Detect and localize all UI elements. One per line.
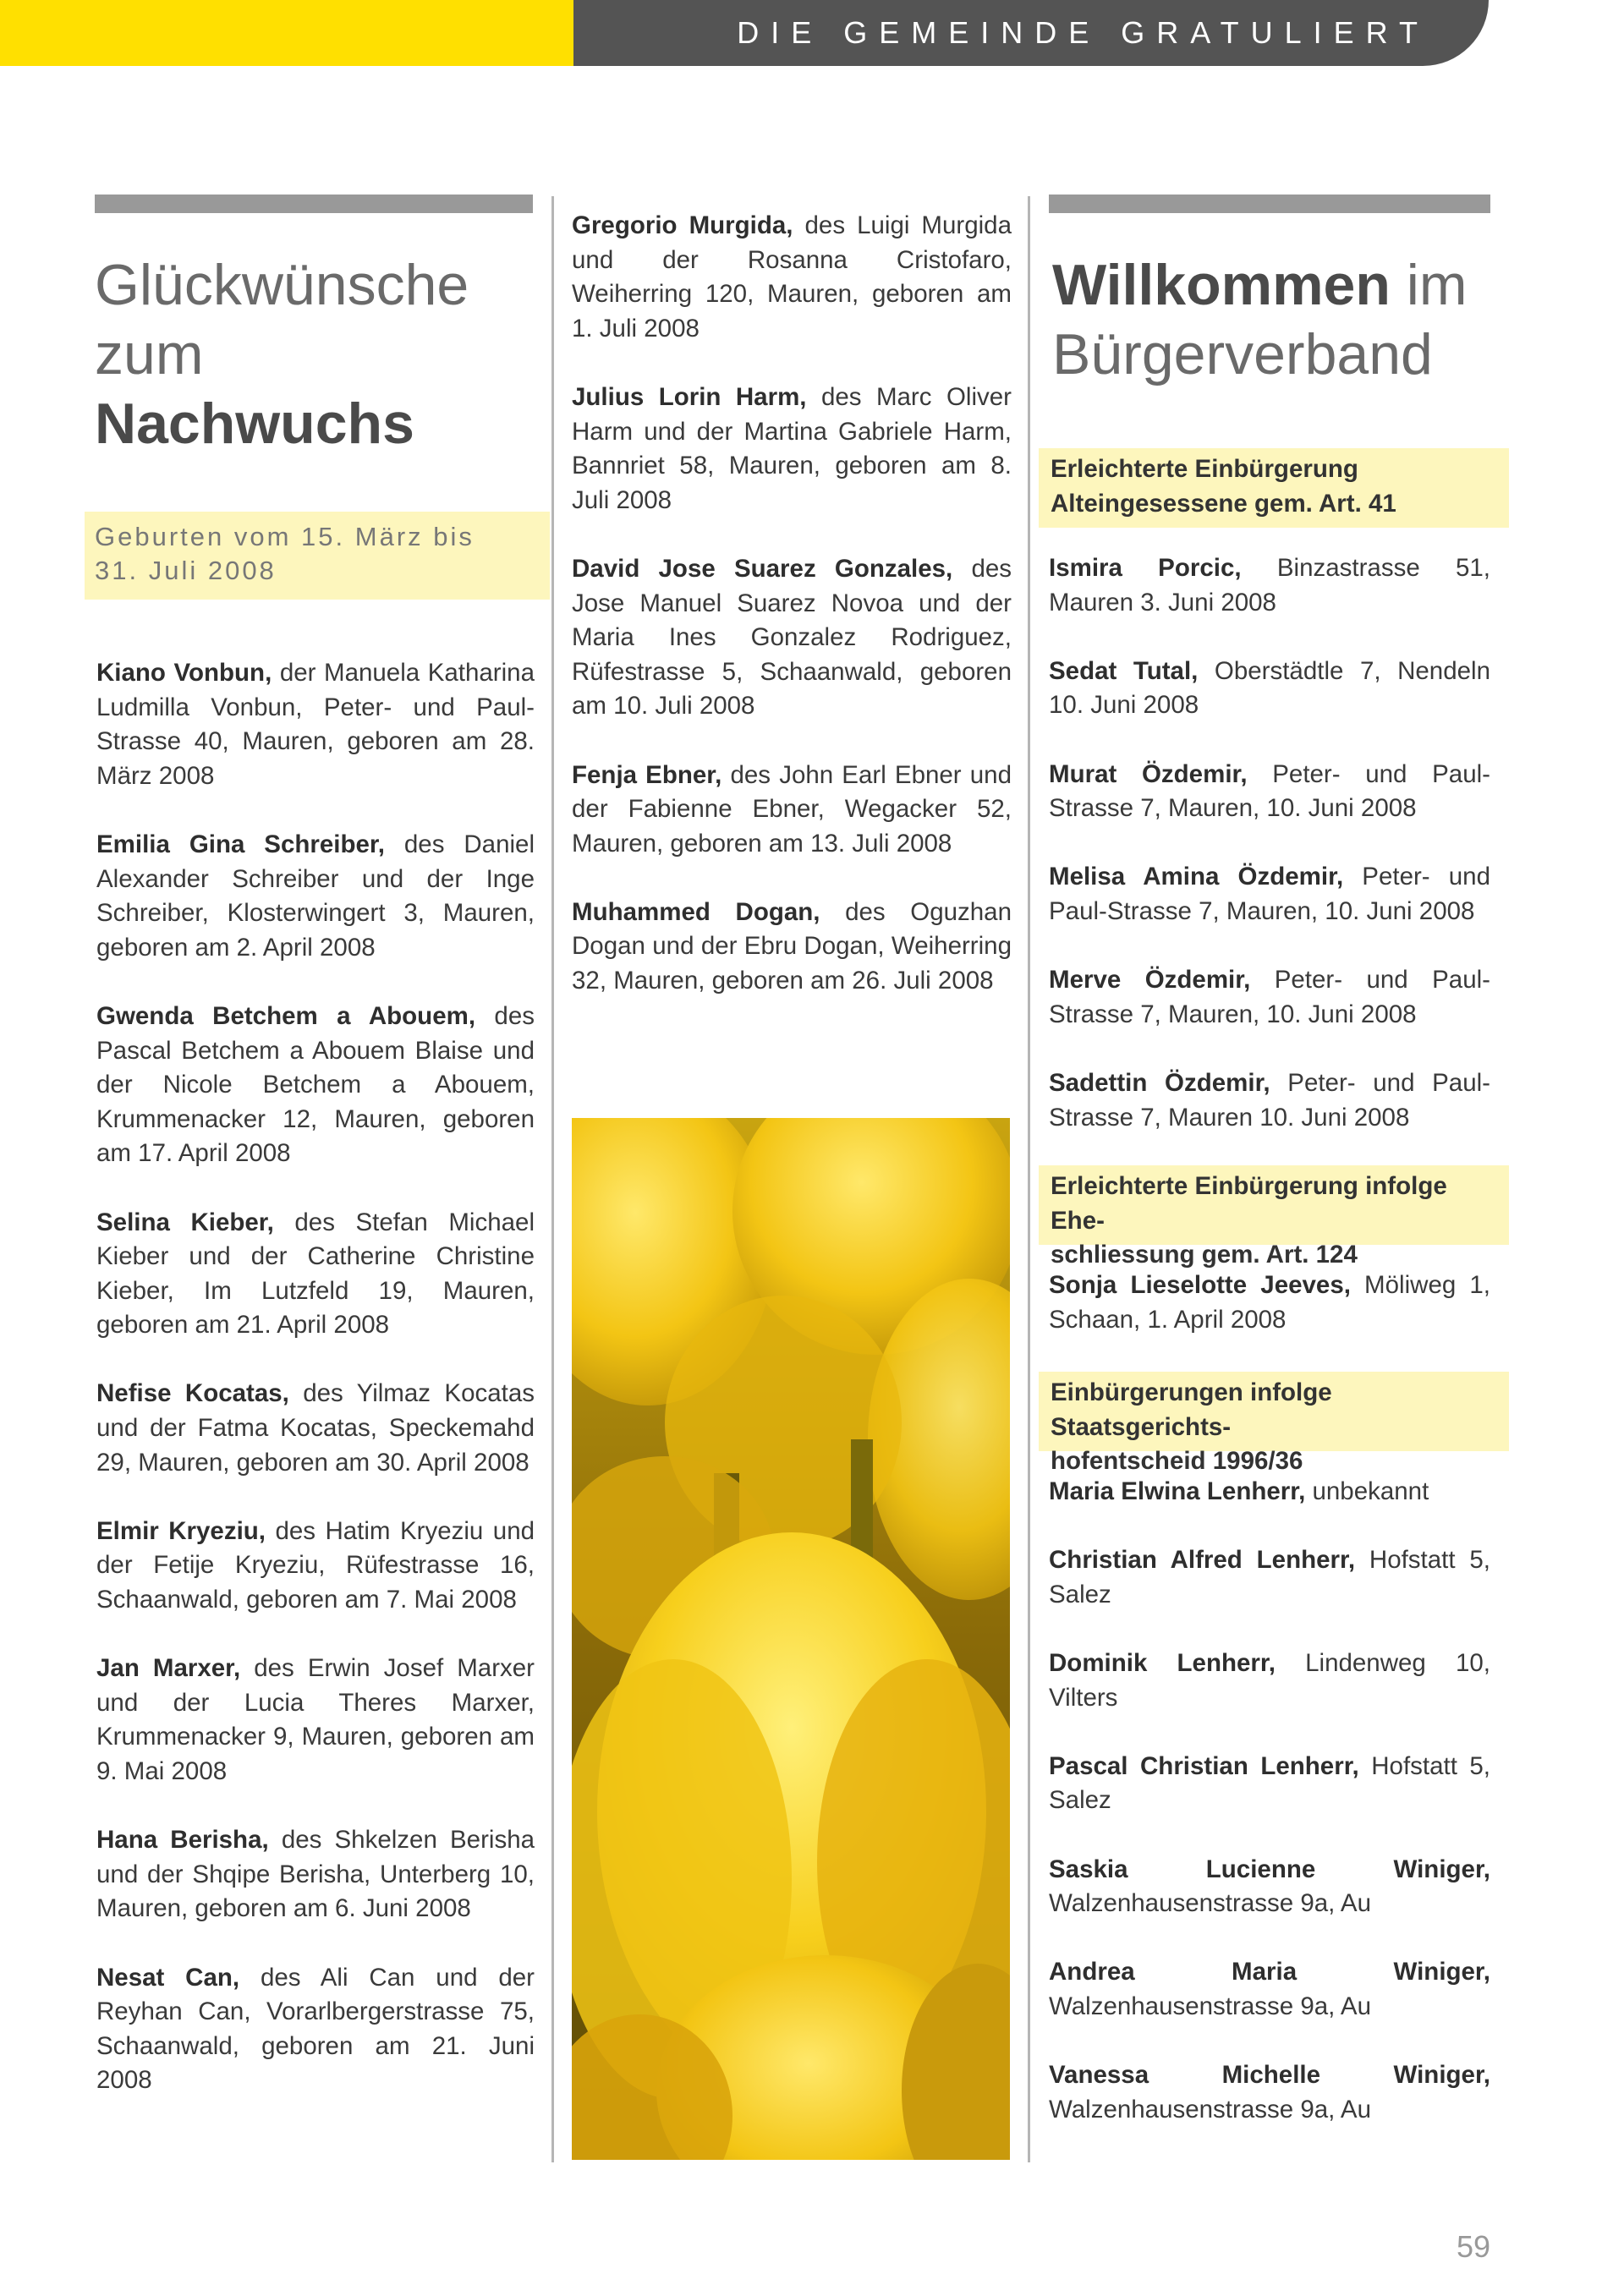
birth-entry [572,209,1012,346]
entry-text: Möliweg 1, Schaan, 1. April 2008 [1049,1271,1490,1334]
entry-name: Muhammed Dogan, [572,897,820,926]
entry-text: Peter- und Paul-Strasse 7, Mauren 10. Juni 2008 [1049,1068,1490,1132]
entry-name: Melisa Amina Özdemir, [1049,863,1344,891]
entry-text: Hofstatt 5, Salez [1049,1546,1490,1608]
entry-name: Vanessa Michelle Winiger, [1049,2061,1490,2090]
entry-text: des Marc Oliver Harm und der Martina Gabriele Harm, Bannriet 58, Mauren, geboren am 8. Juli 2008 [572,382,1012,514]
entry-text: Walzenhausenstrasse 9a, Au [1049,2095,1371,2123]
entry-text: des Shkelzen Berisha und der Shqipe Berisha, Unterberg 10, Mauren, geboren am 6. Juni 2008 [96,1826,535,1923]
entry-text: Peter- und Paul-Strasse 7, Mauren, 10. Juni 2008 [1049,863,1490,925]
entry-text: des Luigi Murgida und der Rosanna Cristofaro, Weiherring 120, Mauren, geboren am 1. Juli 2008 [572,211,1012,342]
entry-text: des Oguzhan Dogan und der Ebru Dogan, Weiherring 32, Mauren, geboren am 26. Juli 2008 [572,897,1012,995]
section-heading-art41 [1039,448,1509,528]
entry-name: Jan Marxer, [96,1654,241,1683]
entry-name: Fenja Ebner, [572,760,722,789]
entry-text: des Erwin Josef Marxer und der Lucia Theres Marxer, Krummenacker 9, Mauren, geboren am 9. Mai 2008 [96,1654,535,1785]
naturalization-entry [1049,2058,1490,2127]
header-yellow-accent [0,0,573,66]
entry-name: Nefise Kocatas, [96,1379,289,1408]
naturalization-entry [1049,1269,1490,1337]
page-number: 59 [1456,2229,1490,2264]
entry-text: des Ali Can und der Reyhan Can, Vorarlbergerstrasse 75, Schaanwald, geboren am 21. Juni 2008 [96,1963,535,2095]
naturalization-entry [1049,1475,1490,1510]
entry-name: Sedat Tutal, [1049,656,1199,685]
title-line: Glückwünsche [95,253,469,317]
heading-line: Einbürgerungen infolge Staatsgerichts- [1051,1378,1332,1441]
subtitle-line: Geburten vom 15. März bis [95,522,475,551]
entry-name: Kiano Vonbun, [96,659,272,687]
naturalization-list-art41 [1049,551,1490,1170]
column-divider-left [551,196,554,2162]
yellow-tulips-photo [572,1118,1010,2160]
entry-text: des Jose Manuel Suarez Novoa und der Maria Ines Gonzalez Rodriguez, Rüfestrasse 5, Schaanwald, geboren am 10. Juli 2008 [572,554,1012,721]
entry-name: Pascal Christian Lenherr, [1049,1751,1359,1780]
entry-name: Elmir Kryeziu, [96,1516,266,1545]
births-list-left [96,656,535,2133]
entry-text: Peter- und Paul-Strasse 7, Mauren, 10. Juni 2008 [1049,966,1490,1028]
naturalization-entry [1049,551,1490,620]
entry-text: Lindenweg 10, Vilters [1049,1648,1490,1712]
entry-text: Binzastrasse 51, Mauren 3. Juni 2008 [1049,554,1491,616]
entry-name: Sadettin Özdemir, [1049,1068,1270,1097]
entry-text: des Yilmaz Kocatas und der Fatma Kocatas, Speckemahd 29, Mauren, geboren am 30. April 2008 [96,1379,535,1477]
naturalization-entry [1049,1750,1490,1818]
entry-text: des Pascal Betchem a Abouem Blaise und der Nicole Betchem a Abouem, Krummenacker 12, Mauren, geboren am 17. April 2008 [96,1001,535,1168]
entry-name: Christian Alfred Lenherr, [1049,1546,1356,1575]
entry-text: unbekannt [1305,1477,1429,1505]
entry-text: der Manuela Katharina Ludmilla Vonbun, Peter- und Paul-Strasse 40, Mauren, geboren am 28. März 2008 [96,659,535,790]
birth-entry [96,1652,535,1789]
entry-name: Sonja Lieselotte Jeeves, [1049,1271,1351,1299]
entry-name: Gwenda Betchem a Abouem, [96,1001,476,1030]
heading-line: Alteingesessene gem. Art. 41 [1051,489,1396,518]
entry-text: des Stefan Michael Kieber und der Catherine Christine Kieber, Im Lutzfeld 19, Mauren, geboren am 21. April 2008 [96,1208,535,1340]
right-page-title [1052,250,1509,389]
entry-name: Julius Lorin Harm, [572,382,807,411]
naturalization-entry [1049,860,1490,929]
entry-name: Ismira Porcic, [1049,554,1242,582]
entry-text: des John Earl Ebner und der Fabienne Ebner, Wegacker 52, Mauren, geboren am 13. Juli 2008 [572,760,1012,858]
birth-entry [96,656,535,793]
birth-entry [96,1377,535,1480]
title-line [1052,250,1509,320]
birth-entry [572,896,1012,999]
naturalization-list-staatsgerichtshof [1049,1475,1490,2162]
birth-entry [96,828,535,965]
naturalization-entry [1049,1853,1490,1921]
section-title: DIE GEMEINDE GRATULIERT [737,15,1429,50]
section-heading-staatsgerichtshof [1039,1372,1509,1476]
column-divider-right [1028,196,1030,2162]
entry-name: Saskia Lucienne Winiger, [1049,1855,1490,1883]
title-line-bold: Nachwuchs [95,392,414,456]
title-rest: im [1390,253,1468,317]
naturalization-entry [1049,1066,1490,1135]
title-line: Bürgerverband [1052,322,1433,386]
entry-text: des Daniel Alexander Schreiber und der Inge Schreiber, Klosterwingert 3, Mauren, geboren am 2. April 2008 [96,830,535,962]
entry-name: Andrea Maria Winiger, [1049,1958,1490,1986]
entry-name: Murat Özdemir, [1049,759,1248,788]
birth-entry [96,1823,535,1926]
entry-name: David Jose Suarez Gonzales, [572,554,953,583]
birth-entry [572,759,1012,862]
naturalization-list-art124 [1049,1269,1490,1372]
entry-text: Hofstatt 5, Salez [1049,1751,1490,1815]
naturalization-entry [1049,655,1490,723]
entry-name: Selina Kieber, [96,1208,274,1236]
heading-line: schliessung gem. Art. 124 [1051,1241,1358,1269]
naturalization-entry [1049,758,1490,826]
birth-entry [96,1000,535,1171]
births-list-middle [572,209,1012,1033]
entry-name: Maria Elwina Lenherr, [1049,1477,1306,1505]
birth-entry [96,1515,535,1618]
right-column-rule [1049,195,1490,213]
naturalization-entry [1049,1955,1490,2024]
left-page-title [95,250,551,458]
section-heading-art124 [1039,1165,1509,1269]
title-line: zum [95,322,204,386]
entry-name: Nesat Can, [96,1963,240,1992]
births-period-subtitle [85,512,550,600]
entry-text: des Hatim Kryeziu und der Fetije Kryeziu, Rüfestrasse 16, Schaanwald, geboren am 7. Mai 2008 [96,1516,535,1614]
naturalization-entry [1049,1543,1490,1612]
title-bold: Willkommen [1052,253,1391,317]
left-column-rule [95,195,533,213]
birth-entry [96,1206,535,1343]
entry-text: Walzenhausenstrasse 9a, Au [1049,1992,1371,2020]
birth-entry [572,381,1012,518]
naturalization-entry [1049,1647,1490,1715]
birth-entry [572,552,1012,724]
section-header-bar [573,0,1489,66]
entry-name: Merve Özdemir, [1049,966,1251,995]
naturalization-entry [1049,963,1490,1032]
entry-text: Peter- und Paul-Strasse 7, Mauren, 10. Juni 2008 [1049,759,1490,823]
subtitle-line: 31. Juli 2008 [95,556,277,585]
entry-name: Hana Berisha, [96,1826,269,1855]
birth-entry [96,1961,535,2098]
entry-text: Oberstädtle 7, Nendeln 10. Juni 2008 [1049,656,1490,720]
heading-line: hofentscheid 1996/36 [1051,1447,1303,1476]
heading-line: Erleichterte Einbürgerung [1051,455,1358,483]
entry-name: Gregorio Murgida, [572,211,793,239]
entry-name: Dominik Lenherr, [1049,1648,1276,1677]
entry-text: Walzenhausenstrasse 9a, Au [1049,1889,1371,1918]
heading-line: Erleichterte Einbürgerung infolge Ehe- [1051,1172,1447,1235]
entry-name: Emilia Gina Schreiber, [96,830,385,858]
